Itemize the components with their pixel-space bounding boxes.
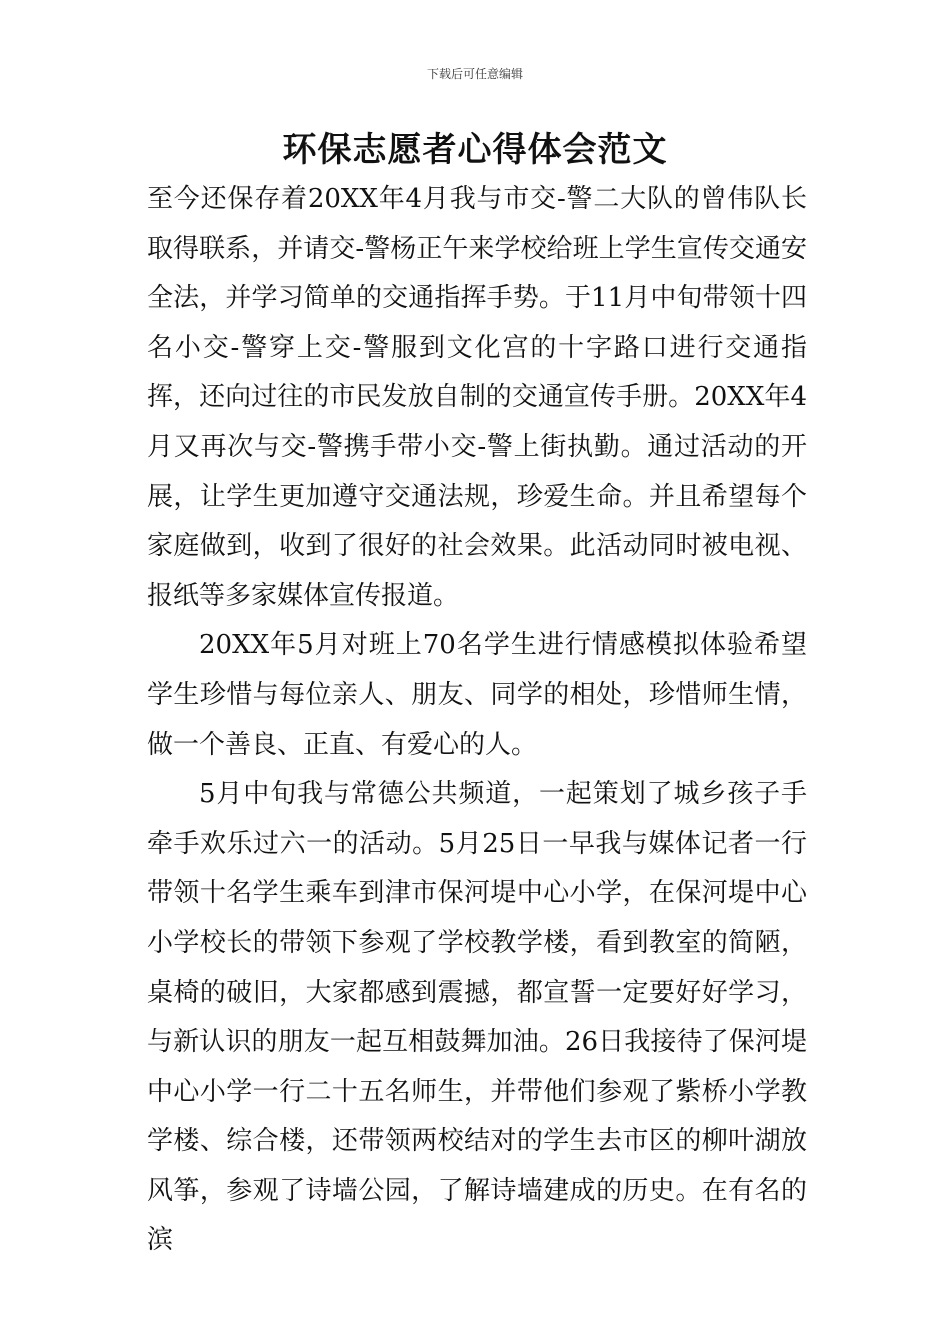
page-header-note: 下载后可任意编辑: [426, 67, 523, 81]
document-body: [147, 175, 807, 1266]
document-title: 环保志愿者心得体会范文: [282, 130, 668, 170]
paragraph-2: 20XX年5月对班上70名学生进行情感模拟体验希望学生珍惜与每位亲人、朋友、同学的相处，珍惜师生情，做一个善良、正直、有爱心的人。: [147, 630, 807, 760]
paragraph-3: 5月中旬我与常德公共频道，一起策划了城乡孩子手牵手欢乐过六一的活动。5月25日一早我与媒体记者一行带领十名学生乘车到津市保河堤中心小学，在保河堤中心小学校长的带领下参观了学校教学楼，看到教室的简陋，桌椅的破旧，大家都感到震撼，都宣誓一定要好好学习，与新认识的朋友一起互相鼓舞加油。26日我接待了保河堤中心小学一行二十五名师生，并带他们参观了紫桥小学教学楼、综合楼，还带领两校结对的学生去市区的柳叶湖放风筝，参观了诗墙公园，了解诗墙建成的历史。在有名的滨: [147, 779, 807, 1256]
paragraph-1: 至今还保存着20XX年4月我与市交-警二大队的曾伟队长取得联系，并请交-警杨正午来学校给班上学生宣传交通安全法，并学习简单的交通指挥手势。于11月中旬带领十四名小交-警穿上交-警服到文化宫的十字路口进行交通指挥，还向过往的市民发放自制的交通宣传手册。20XX年4月又再次与交-警携手带小交-警上街执勤。通过活动的开展，让学生更加遵守交通法规，珍爱生命。并且希望每个家庭做到，收到了很好的社会效果。此活动同时被电视、报纸等多家媒体宣传报道。: [147, 184, 807, 611]
